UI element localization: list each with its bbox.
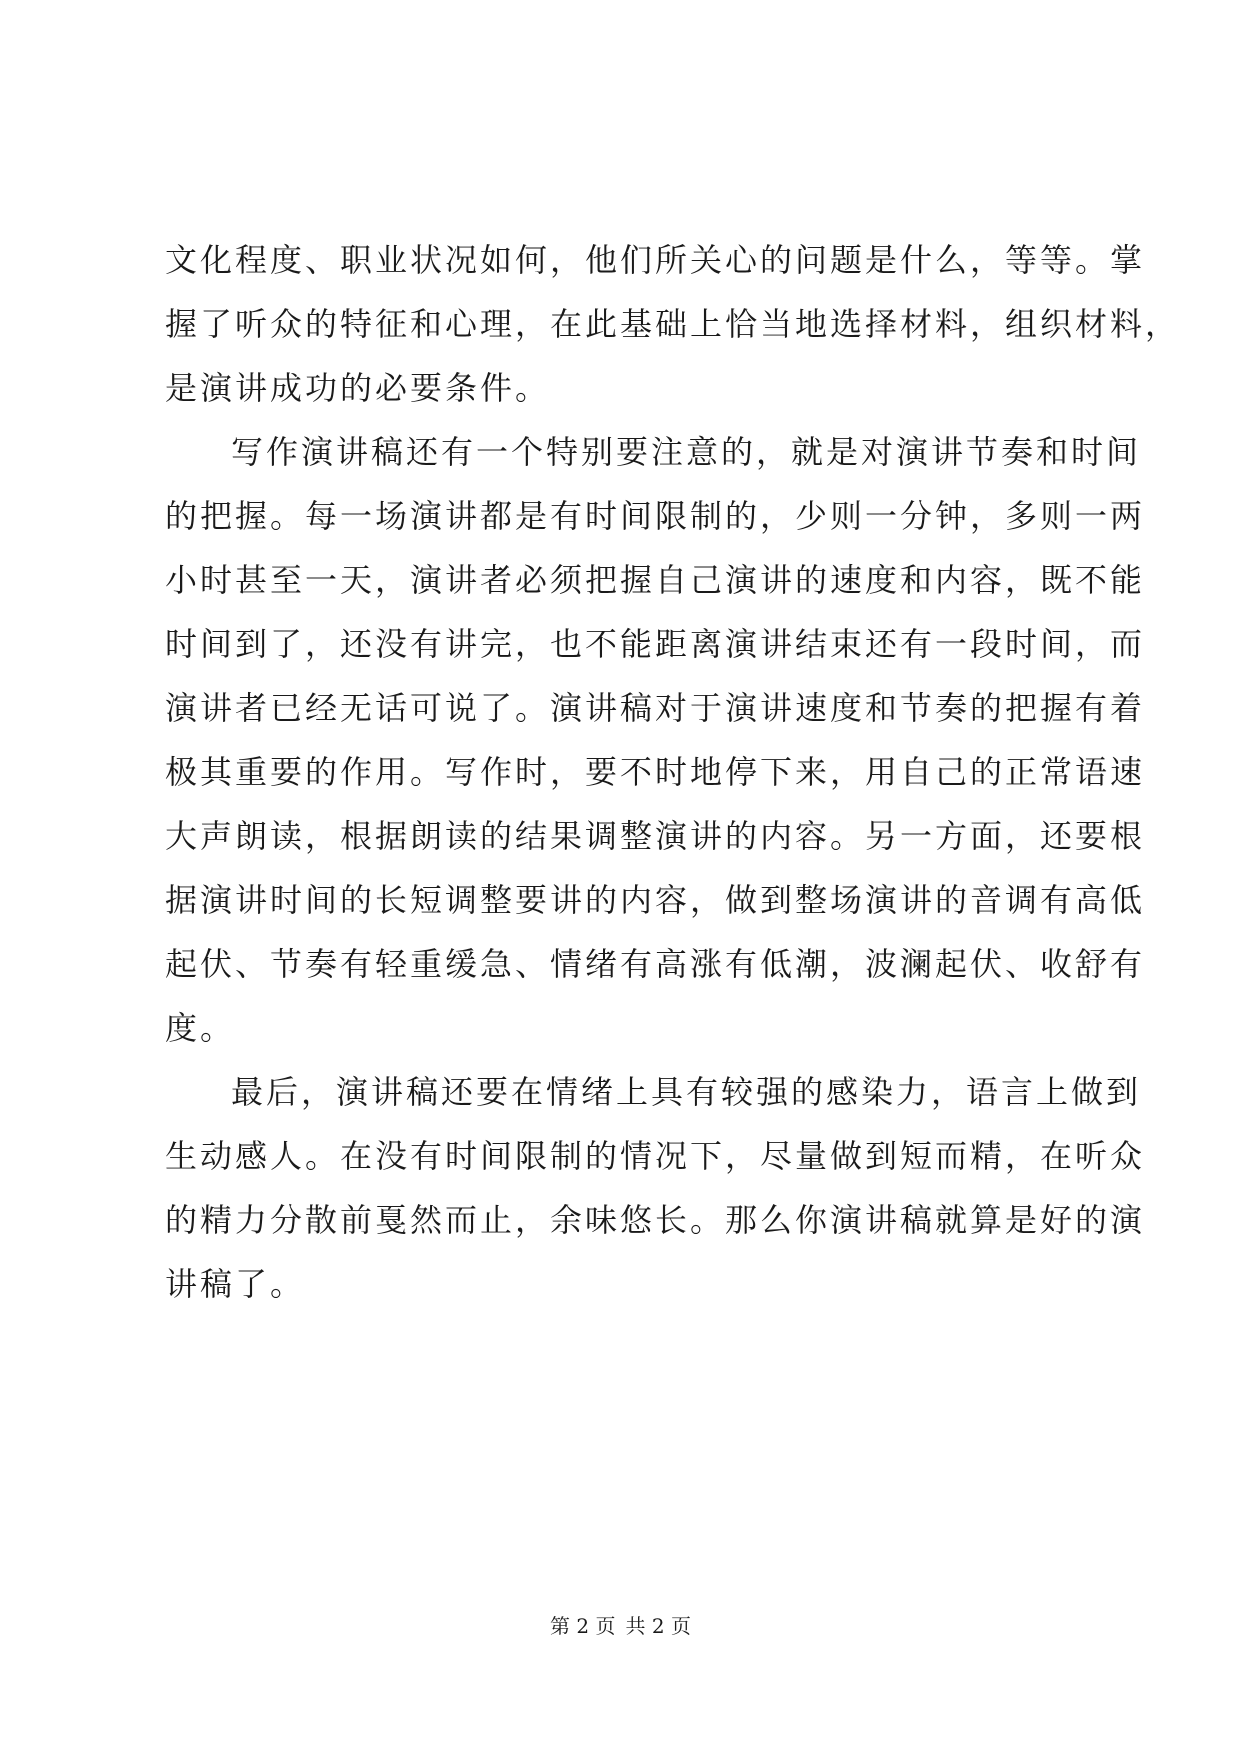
document-body — [165, 228, 1181, 1316]
page-footer — [0, 1610, 1241, 1639]
text-line: 讲稿了。 — [165, 1265, 306, 1303]
text-line: 握了听众的特征和心理，在此基础上恰当地选择材料，组织材料， — [165, 305, 1181, 343]
page-total: 共 2 页 — [625, 1614, 691, 1638]
paragraph-2 — [165, 420, 1146, 1060]
text-line: 度。 — [165, 1009, 236, 1047]
paragraph-3 — [165, 1060, 1146, 1316]
text-line: 文化程度、职业状况如何，他们所关心的问题是什么，等等。掌 — [165, 241, 1146, 279]
paragraph-1 — [165, 228, 1181, 420]
text-line: 起伏、节奏有轻重缓急、情绪有高涨有低潮，波澜起伏、收舒有 — [165, 945, 1146, 983]
text-line: 大声朗读，根据朗读的结果调整演讲的内容。另一方面，还要根 — [165, 817, 1146, 855]
text-line: 的把握。每一场演讲都是有时间限制的，少则一分钟，多则一两 — [165, 497, 1146, 535]
text-line: 演讲者已经无话可说了。演讲稿对于演讲速度和节奏的把握有着 — [165, 689, 1146, 727]
text-line: 是演讲成功的必要条件。 — [165, 369, 551, 407]
page-number: 第 2 页 — [550, 1614, 616, 1638]
text-line: 极其重要的作用。写作时，要不时地停下来，用自己的正常语速 — [165, 753, 1146, 791]
text-line: 时间到了，还没有讲完，也不能距离演讲结束还有一段时间，而 — [165, 625, 1146, 663]
text-line: 据演讲时间的长短调整要讲的内容，做到整场演讲的音调有高低 — [165, 881, 1146, 919]
text-line: 小时甚至一天，演讲者必须把握自己演讲的速度和内容，既不能 — [165, 561, 1146, 599]
text-line: 最后，演讲稿还要在情绪上具有较强的感染力，语言上做到 — [231, 1073, 1142, 1111]
text-line: 写作演讲稿还有一个特别要注意的，就是对演讲节奏和时间 — [231, 433, 1142, 471]
text-line: 生动感人。在没有时间限制的情况下，尽量做到短而精，在听众 — [165, 1137, 1146, 1175]
text-line: 的精力分散前戛然而止，余味悠长。那么你演讲稿就算是好的演 — [165, 1201, 1146, 1239]
